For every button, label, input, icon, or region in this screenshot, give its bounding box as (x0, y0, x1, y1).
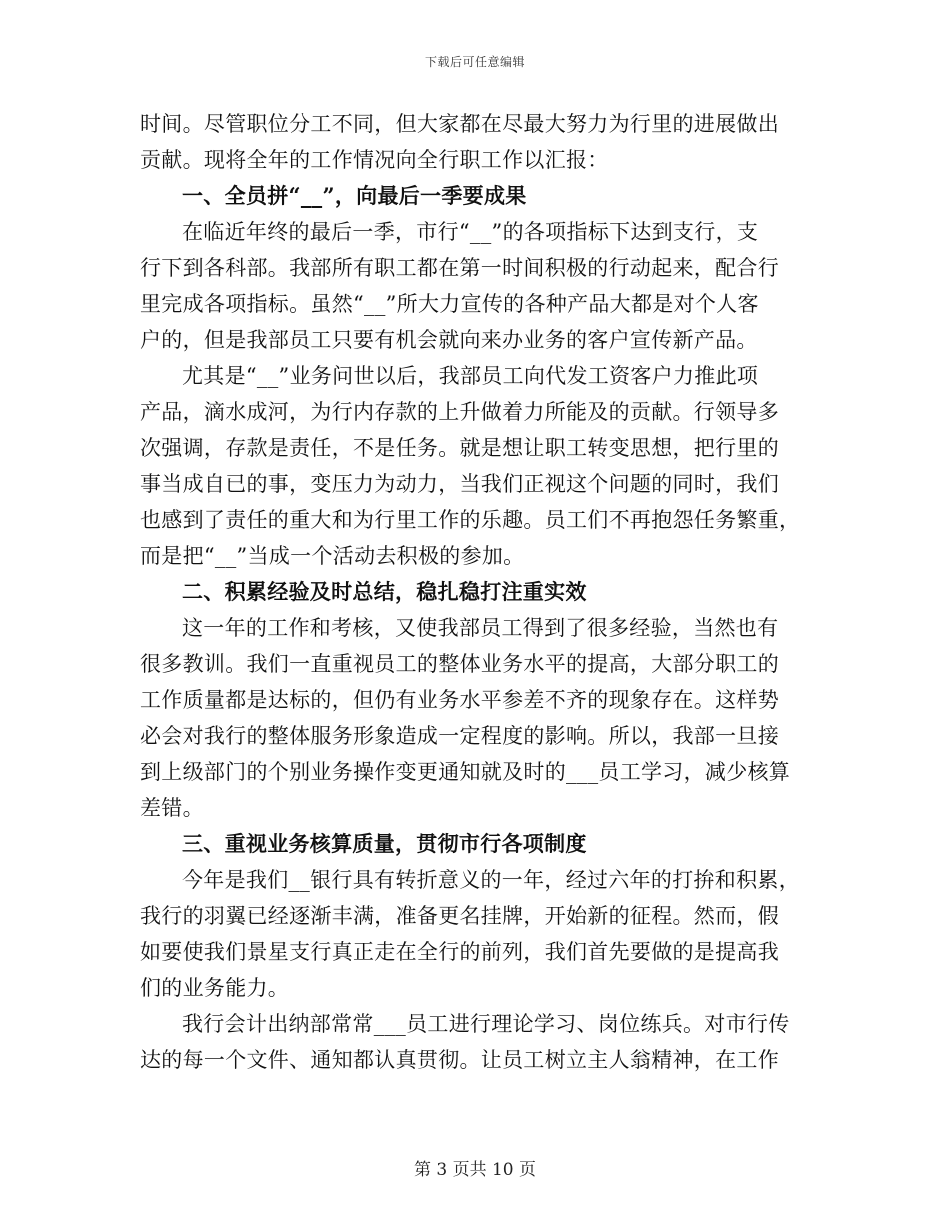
body-line: 里完成各项指标。虽然“__”所大力宣传的各种产品大都是对个人客 (140, 292, 759, 316)
page-header: 下载后可任意编辑 (424, 55, 525, 69)
body-line: 尤其是“__”业务问世以后，我部员工向代发工资客户力推此项 (182, 364, 759, 388)
section-heading-2: 二、积累经验及时总结，稳扎稳打注重实效 (182, 579, 587, 604)
body-line: 也感到了责任的重大和为行里工作的乐趣。员工们不再抱怨任务繁重， (140, 508, 801, 532)
body-line: 差错。 (140, 796, 204, 820)
body-line: 这一年的工作和考核，又使我部员工得到了很多经验，当然也有 (182, 616, 779, 640)
body-line: 户的，但是我部员工只要有机会就向来办业务的客户宣传新产品。 (140, 328, 758, 352)
body-line: 必会对我行的整体服务形象造成一定程度的影响。所以，我部一旦接 (140, 724, 779, 748)
body-text (140, 106, 810, 1078)
body-line: 达的每一个文件、通知都认真贯彻。让员工树立主人翁精神，在工作 (140, 1048, 779, 1072)
body-line: 我行的羽翼已经逐渐丰满，准备更名挂牌，开始新的征程。然而，假 (140, 904, 779, 928)
page-number: 第 3 页共 10 页 (413, 1160, 537, 1180)
body-line: 次强调，存款是责任，不是任务。就是想让职工转变思想，把行里的 (140, 436, 779, 460)
body-line: 们的业务能力。 (140, 976, 290, 1000)
body-line: 在临近年终的最后一季，市行“__”的各项指标下达到支行，支 (182, 220, 759, 244)
body-line: 行下到各科部。我部所有职工都在第一时间积极的行动起来，配合行 (140, 256, 779, 280)
body-line: 时间。尽管职位分工不同，但大家都在尽最大努力为行里的进展做出 (140, 112, 779, 136)
body-line: 很多教训。我们一直重视员工的整体业务水平的提高，大部分职工的 (140, 652, 779, 676)
body-line: 我行会计出纳部常常___员工进行理论学习、岗位练兵。对市行传 (182, 1012, 790, 1036)
body-line: 而是把“__”当成一个活动去积极的参加。 (140, 544, 525, 568)
body-line: 工作质量都是达标的，但仍有业务水平参差不齐的现象存在。这样势 (140, 688, 779, 712)
section-heading-1: 一、全员拼“__”，向最后一季要成果 (182, 183, 527, 208)
body-line: 产品，滴水成河，为行内存款的上升做着力所能及的贡献。行领导多 (140, 400, 779, 424)
body-line: 今年是我们__银行具有转折意义的一年，经过六年的打拚和积累， (182, 868, 800, 892)
section-heading-3: 三、重视业务核算质量，贯彻市行各项制度 (182, 831, 587, 856)
body-line: 贡献。现将全年的工作情况向全行职工作以汇报： (140, 148, 609, 172)
body-line: 到上级部门的个别业务操作变更通知就及时的___员工学习，减少核算 (140, 760, 791, 784)
body-line: 事当成自已的事，变压力为动力，当我们正视这个问题的同时，我们 (140, 472, 779, 496)
body-line: 如要使我们景星支行真正走在全行的前列，我们首先要做的是提高我 (140, 940, 779, 964)
